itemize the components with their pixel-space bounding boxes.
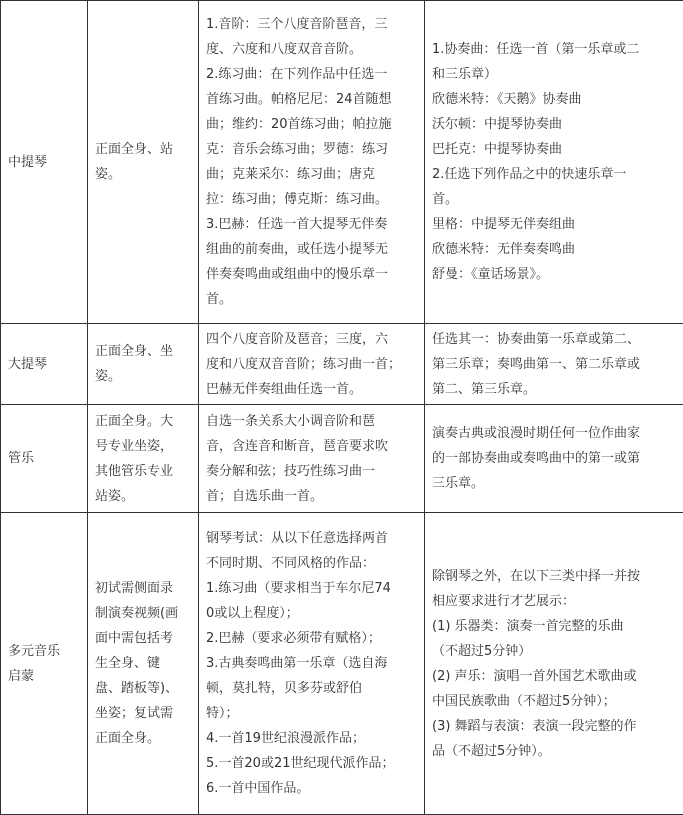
table-row [1,405,683,513]
technique-line: 曲；克莱采尔：练习曲；唐克 [206,162,417,187]
technique-line: 首练习曲。帕格尼尼：24首随想 [206,87,417,112]
repertoire-line: 任选其一：协奏曲第一乐章或第二、 [432,327,676,352]
technique-line: 组曲的前奏曲，或任选小提琴无 [206,237,417,262]
technique-cell [199,1,425,324]
repertoire-line: (2) 声乐：演唱一首外国艺术歌曲或 [432,664,676,689]
technique-line: 自选一条关系大小调音阶和琶 [206,409,417,434]
technique-line: 不同时期、不同风格的作品： [206,551,417,576]
posture-line: 站姿。 [95,484,191,509]
posture-line: 生全身、键 [95,651,191,676]
repertoire-line: 欣德米特：无伴奏奏鸣曲 [432,237,676,262]
technique-line: 巴赫无伴奏组曲任选一首。 [206,377,417,402]
instrument-label: 多元音乐 [8,639,80,664]
repertoire-line: 的一部协奏曲或奏鸣曲中的第一或第 [432,446,676,471]
technique-line: 首。 [206,287,417,312]
technique-line: 3.古典奏鸣曲第一乐章（选自海 [206,651,417,676]
repertoire-line: 巴托克：中提琴协奏曲 [432,137,676,162]
repertoire-line: 和三乐章） [432,62,676,87]
technique-line: 曲；维约：20首练习曲；帕拉施 [206,112,417,137]
posture-cell [88,513,199,815]
posture-line: 面中需包括考 [95,626,191,651]
technique-line: 0或以上程度）； [206,601,417,626]
instrument-label: 中提琴 [8,155,47,170]
instrument-label: 管乐 [8,451,34,466]
technique-cell [199,513,425,815]
repertoire-cell [425,1,683,324]
technique-line: 克：音乐会练习曲；罗德：练习 [206,137,417,162]
repertoire-line: (3) 舞蹈与表演：表演一段完整的作 [432,714,676,739]
technique-line: 音，含连音和断音，琶音要求吹 [206,434,417,459]
technique-line: 四个八度音阶及琶音；三度，六 [206,327,417,352]
repertoire-line: 2.任选下列作品之中的快速乐章一 [432,162,676,187]
technique-cell [199,405,425,513]
repertoire-cell [425,324,683,405]
instrument-cell [1,324,88,405]
repertoire-line: （不超过5分钟） [432,639,676,664]
posture-line: 姿。 [95,364,191,389]
posture-line: 正面全身、坐 [95,339,191,364]
repertoire-line: 欣德米特：《天鹅》协奏曲 [432,87,676,112]
posture-line: 盘、踏板等)、 [95,676,191,701]
technique-line: 度、六度和八度双音音阶。 [206,37,417,62]
instrument-cell [1,513,88,815]
instrument-label: 大提琴 [8,357,47,372]
posture-cell [88,1,199,324]
technique-line: 钢琴考试：从以下任意选择两首 [206,526,417,551]
repertoire-line: 第二、第三乐章。 [432,377,676,402]
technique-line: 2.练习曲：在下列作品中任选一 [206,62,417,87]
technique-cell [199,324,425,405]
posture-line: 正面全身。大 [95,409,191,434]
technique-line: 4.一首19世纪浪漫派作品； [206,726,417,751]
technique-line: 奏分解和弦；技巧性练习曲一 [206,459,417,484]
posture-line: 号专业坐姿， [95,434,191,459]
repertoire-line: 1.协奏曲：任选一首（第一乐章或二 [432,37,676,62]
posture-cell [88,405,199,513]
technique-line: 伴奏奏鸣曲或组曲中的慢乐章一 [206,262,417,287]
repertoire-line: 演奏古典或浪漫时期任何一位作曲家 [432,421,676,446]
technique-line: 1.练习曲（要求相当于车尔尼74 [206,576,417,601]
repertoire-line: 沃尔顿：中提琴协奏曲 [432,112,676,137]
repertoire-line: (1) 乐器类：演奏一首完整的乐曲 [432,614,676,639]
posture-line: 正面全身。 [95,726,191,751]
technique-line: 顿，莫扎特，贝多芬或舒伯 [206,676,417,701]
instrument-label: 启蒙 [8,664,80,689]
table-row [1,324,683,405]
technique-line: 首；自选乐曲一首。 [206,484,417,509]
repertoire-line: 品（不超过5分钟）。 [432,739,676,764]
technique-line: 6.一首中国作品。 [206,776,417,801]
instrument-cell [1,1,88,324]
posture-line: 坐姿；复试需 [95,701,191,726]
repertoire-line: 舒曼：《童话场景》。 [432,262,676,287]
technique-line: 2.巴赫（要求必须带有赋格）； [206,626,417,651]
posture-line: 制演奏视频(画 [95,601,191,626]
technique-line: 拉：练习曲；傅克斯：练习曲。 [206,187,417,212]
posture-cell [88,324,199,405]
technique-line: 3.巴赫：任选一首大提琴无伴奏 [206,212,417,237]
posture-line: 姿。 [95,162,191,187]
repertoire-line: 首。 [432,187,676,212]
repertoire-line: 第三乐章；奏鸣曲第一、第二乐章或 [432,352,676,377]
technique-line: 特）； [206,701,417,726]
repertoire-line: 里格：中提琴无伴奏组曲 [432,212,676,237]
repertoire-cell [425,405,683,513]
technique-line: 5.一首20或21世纪现代派作品； [206,751,417,776]
repertoire-line: 相应要求进行才艺展示： [432,589,676,614]
technique-line: 度和八度双音音阶；练习曲一首； [206,352,417,377]
technique-line: 1.音阶：三个八度音阶琶音，三 [206,12,417,37]
repertoire-line: 三乐章。 [432,471,676,496]
repertoire-line: 中国民族歌曲（不超过5分钟）； [432,689,676,714]
repertoire-cell [425,513,683,815]
posture-line: 初试需侧面录 [95,576,191,601]
instrument-cell [1,405,88,513]
table-row [1,513,683,815]
repertoire-line: 除钢琴之外，在以下三类中择一并按 [432,564,676,589]
posture-line: 正面全身、站 [95,137,191,162]
posture-line: 其他管乐专业 [95,459,191,484]
table-row [1,1,683,324]
